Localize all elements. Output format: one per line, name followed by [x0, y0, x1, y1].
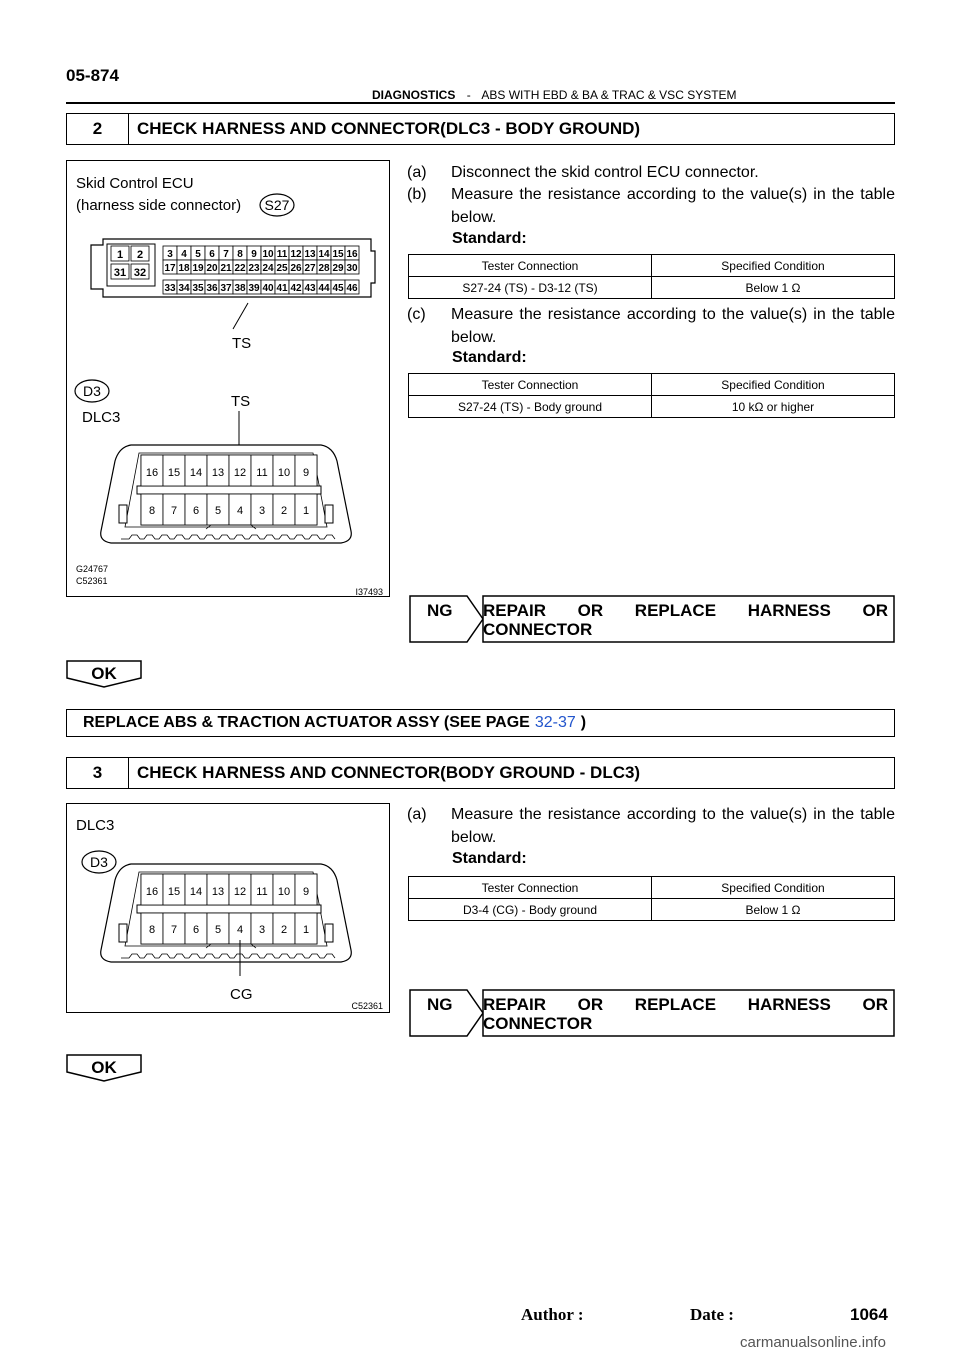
dlc-pin-number: 2 [280, 505, 288, 517]
author-label: Author : [521, 1305, 584, 1324]
fig-id: C52361 [351, 1001, 383, 1011]
ecu-pin-number: 39 [248, 283, 260, 294]
step-2-item-b [407, 183, 895, 229]
dlc-pin-number: 6 [192, 505, 200, 517]
table-row [409, 277, 895, 299]
spec-table-2 [408, 373, 895, 418]
dlc-pin-number: 1 [302, 505, 310, 517]
item-text: Measure the resistance according to the value(s) in the table below. [451, 306, 895, 346]
ecu-pin-number: 16 [346, 249, 358, 260]
dlc-pin-number: 7 [170, 505, 178, 517]
item-text: Disconnect the skid control ECU connector. [451, 164, 759, 181]
step-3-number: 3 [67, 758, 129, 788]
table-header: Specified Condition [652, 374, 895, 396]
step-3-header [66, 757, 895, 789]
standard-label: Standard: [452, 850, 527, 867]
dlc-pin-number: 12 [233, 886, 247, 898]
item-label: (b) [407, 186, 427, 203]
ecu-pin-number: 18 [178, 263, 190, 274]
dlc-separator [137, 486, 321, 494]
dlc-pin-number: 7 [170, 924, 178, 936]
page-number: 1064 [850, 1305, 888, 1324]
ecu-dlc3-diagram [67, 161, 391, 598]
ecu-pin-number: 29 [332, 263, 344, 274]
ecu-pin-number: 46 [346, 283, 358, 294]
step-2-title: CHECK HARNESS AND CONNECTOR(DLC3 - BODY GROUND) [137, 119, 641, 138]
ecu-pin-number: 15 [332, 249, 344, 260]
d3-label: D3 [90, 854, 108, 870]
ok-result-step-2 [66, 660, 142, 688]
dlc-pin-number: 4 [236, 505, 244, 517]
ecu-pin-number: 23 [248, 263, 260, 274]
ecu-pin-number: 8 [237, 249, 243, 260]
step-2-number: 2 [67, 114, 129, 144]
ecu-pin-number: 42 [290, 283, 302, 294]
ok-result-step-3 [66, 1054, 142, 1082]
ecu-pin-number: 13 [304, 249, 316, 260]
dlc-separator [137, 905, 321, 913]
dlc3-diagram [67, 804, 391, 1014]
ts-label-dlc: TS [231, 393, 251, 410]
dlc-pin-number: 4 [236, 924, 244, 936]
ecu-pin-number: 10 [262, 249, 274, 260]
dlc-pin-number: 2 [280, 924, 288, 936]
ecu-pin-number: 31 [113, 267, 127, 279]
dlc3-label: DLC3 [76, 817, 115, 834]
ecu-pin-number: 22 [234, 263, 246, 274]
ecu-pin-number: 35 [192, 283, 204, 294]
dlc-pin-number: 9 [302, 467, 310, 479]
dlc-pin-number: 12 [233, 467, 247, 479]
page-code: 05-874 [66, 66, 119, 85]
ecu-pin-number: 44 [318, 283, 330, 294]
header-rule [66, 102, 895, 104]
section-title: DIAGNOSTICS [372, 88, 456, 102]
section-header [372, 88, 737, 102]
dlc-pin-number: 15 [167, 467, 181, 479]
dlc-pin-number: 5 [214, 924, 222, 936]
dlc-pin-number: 6 [192, 924, 200, 936]
table-cell: S27-24 (TS) - D3-12 (TS) [409, 277, 652, 299]
ng-label: NG [427, 601, 453, 620]
figure-title-line2: (harness side connector) [76, 197, 242, 214]
dlc-pin-number: 11 [256, 886, 268, 898]
dlc-pin-number: 16 [145, 886, 159, 898]
ecu-pin-number: 9 [251, 249, 257, 260]
ecu-pin-number: 11 [276, 249, 288, 260]
step-2-figure [66, 160, 390, 597]
date-label: Date : [690, 1305, 734, 1324]
step-3-title: CHECK HARNESS AND CONNECTOR(BODY GROUND - DLC3) [137, 763, 641, 782]
ecu-pin-number: 12 [290, 249, 302, 260]
ecu-pin-number: 33 [164, 283, 176, 294]
ecu-pin-number: 2 [136, 249, 144, 261]
dlc-pin-number: 16 [145, 467, 159, 479]
ecu-pin-number: 5 [195, 249, 201, 260]
ecu-pin-number: 28 [318, 263, 330, 274]
dlc-pin-number: 10 [277, 467, 291, 479]
ecu-pin-number: 37 [220, 283, 232, 294]
cg-label: CG [230, 986, 253, 1003]
ecu-pin-number: 17 [164, 263, 176, 274]
dlc-pin-number: 3 [258, 505, 266, 517]
ecu-pin-number: 7 [223, 249, 229, 260]
replace-close: ) [580, 714, 587, 731]
dlc-pin-number: 14 [189, 467, 203, 479]
dlc-latch-left [119, 505, 127, 523]
item-label: (a) [407, 806, 427, 823]
ecu-pin-number: 43 [304, 283, 316, 294]
subsection-title: ABS WITH EBD & BA & TRAC & VSC SYSTEM [481, 88, 737, 102]
dlc3-label: DLC3 [82, 409, 121, 426]
ecu-pin-number: 3 [167, 249, 173, 260]
ecu-pin-number: 1 [116, 249, 124, 261]
table-header-row [409, 877, 895, 899]
dlc-pin-number: 14 [189, 886, 203, 898]
fig-code-1: G24767 [76, 564, 109, 574]
ecu-pin-number: 4 [181, 249, 187, 260]
table-cell: Below 1 Ω [652, 899, 895, 921]
ecu-pin-number: 30 [346, 263, 358, 274]
step-2-item-c [407, 303, 895, 349]
figure-title-line1: Skid Control ECU [76, 175, 194, 192]
table-header: Tester Connection [409, 374, 652, 396]
ts-label-ecu: TS [232, 335, 252, 352]
ecu-pin-number: 34 [178, 283, 190, 294]
ng-text: REPAIR OR REPLACE HARNESS OR CONNECTOR [483, 601, 888, 639]
ng-text: REPAIR OR REPLACE HARNESS OR CONNECTOR [483, 995, 888, 1033]
ecu-pin-number: 32 [133, 267, 147, 279]
ecu-pin-number: 27 [304, 263, 316, 274]
ecu-main-pins [163, 246, 359, 294]
ecu-pin-number: 36 [206, 283, 218, 294]
step-2-header [66, 113, 895, 145]
ecu-pin-number: 6 [209, 249, 215, 260]
dlc-pin-number: 9 [302, 886, 310, 898]
table-cell: 10 kΩ or higher [652, 396, 895, 418]
item-text: Measure the resistance according to the value(s) in the table below. [451, 186, 895, 226]
item-label: (c) [407, 306, 426, 323]
spec-table-3 [408, 876, 895, 921]
table-header-row [409, 374, 895, 396]
item-text: Measure the resistance according to the value(s) in the table below. [451, 806, 895, 846]
ng-result-step-2 [409, 595, 896, 643]
dlc-pin-number: 5 [214, 505, 222, 517]
dlc-pin-number: 13 [211, 467, 225, 479]
ng-label: NG [427, 995, 453, 1014]
table-row [409, 396, 895, 418]
ok-label: OK [91, 1058, 117, 1077]
ecu-pin-number: 19 [192, 263, 204, 274]
table-header-row [409, 255, 895, 277]
ecu-pin-number: 26 [290, 263, 302, 274]
ts-leader-ecu [233, 303, 248, 329]
table-cell: Below 1 Ω [652, 277, 895, 299]
replace-text: REPLACE ABS & TRACTION ACTUATOR ASSY (SEE PAGE [83, 714, 530, 731]
page-link[interactable]: 32-37 [534, 714, 576, 731]
ecu-pin-number: 20 [206, 263, 218, 274]
step-3-item-a [407, 803, 895, 849]
dlc-pin-number: 8 [148, 505, 156, 517]
table-row [409, 899, 895, 921]
dlc3-connector [101, 445, 352, 543]
step-3-figure [66, 803, 390, 1013]
standard-label: Standard: [452, 230, 527, 247]
table-header: Specified Condition [652, 877, 895, 899]
step-2-item-a [407, 161, 895, 184]
dlc-pin-number: 3 [258, 924, 266, 936]
ecu-pin-number: 24 [262, 263, 274, 274]
dlc-latch-left [119, 924, 127, 942]
spec-table-1 [408, 254, 895, 299]
standard-label: Standard: [452, 349, 527, 366]
ecu-pin-number: 45 [332, 283, 344, 294]
item-label: (a) [407, 164, 427, 181]
table-header: Specified Condition [652, 255, 895, 277]
ng-result-step-3 [409, 989, 896, 1037]
dlc-latch-right [325, 505, 333, 523]
ecu-pin-number: 21 [220, 263, 232, 274]
dlc-pin-number: 10 [277, 886, 291, 898]
dlc-pin-number: 11 [256, 467, 268, 479]
ecu-pin-number: 14 [318, 249, 330, 260]
dlc-pin-number: 8 [148, 924, 156, 936]
dlc3-connector [101, 864, 352, 962]
ecu-pin-number: 38 [234, 283, 246, 294]
table-header: Tester Connection [409, 255, 652, 277]
replace-instruction [66, 709, 895, 737]
s27-label: S27 [264, 197, 290, 213]
dlc-pin-number: 15 [167, 886, 181, 898]
d3-label: D3 [83, 383, 101, 399]
ecu-pin-number: 40 [262, 283, 274, 294]
dlc-pin-number: 13 [211, 886, 225, 898]
table-cell: S27-24 (TS) - Body ground [409, 396, 652, 418]
table-header: Tester Connection [409, 877, 652, 899]
header-dash: - [466, 88, 471, 102]
ecu-pin-number: 41 [276, 283, 288, 294]
ok-label: OK [91, 664, 117, 683]
dlc-latch-right [325, 924, 333, 942]
watermark: carmanualsonline.info [740, 1334, 886, 1351]
ecu-pin-number: 25 [276, 263, 288, 274]
ecu-connector [91, 239, 375, 297]
dlc-pin-number: 1 [302, 924, 310, 936]
fig-id: I37493 [355, 587, 383, 597]
fig-code-2: C52361 [76, 576, 108, 586]
table-cell: D3-4 (CG) - Body ground [409, 899, 652, 921]
